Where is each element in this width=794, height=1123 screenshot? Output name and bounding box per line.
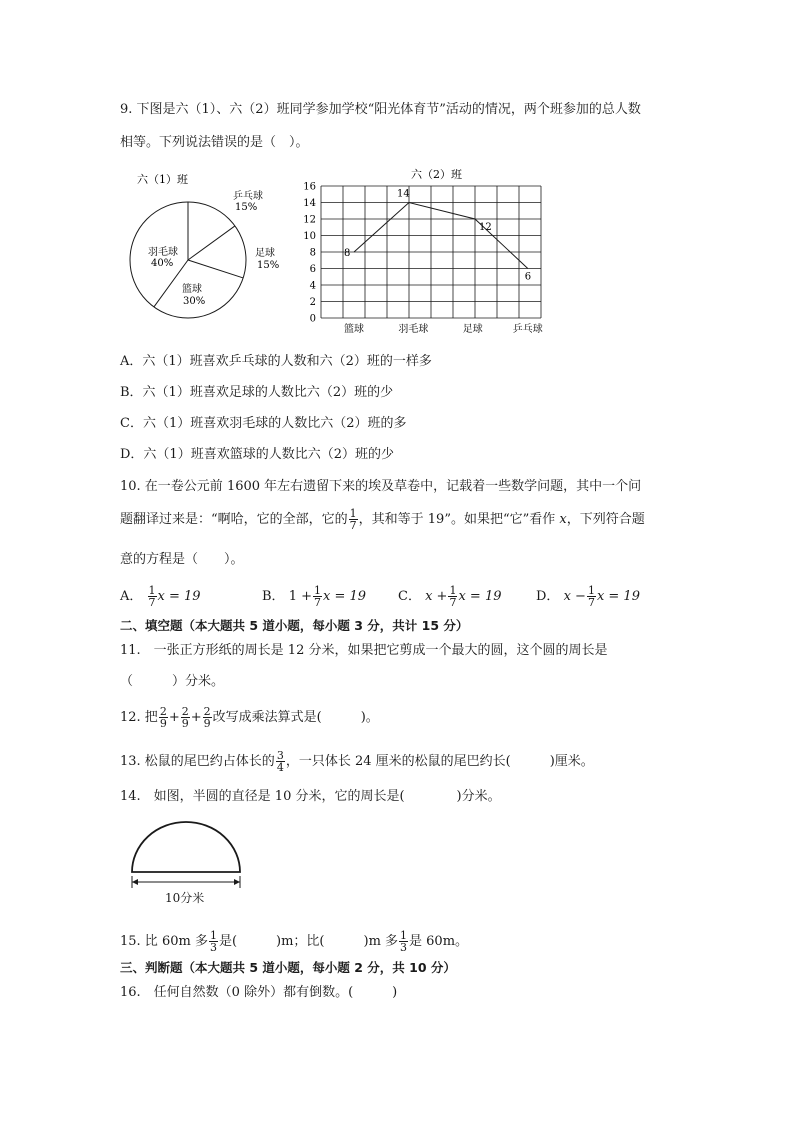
section-2-heading: 二、填空题（本大题共 5 道小题，每小题 3 分，共计 15 分）	[120, 618, 469, 633]
pie-pct-badminton: 40%	[151, 258, 174, 269]
q9-line2: 相等。下列说法错误的是（ ）。	[120, 135, 309, 150]
q10-option-b: B． 1 + $\frac{1}{7}$ x = 19	[262, 584, 367, 609]
q11-line2: （ ）分米。	[120, 674, 225, 689]
y-tick-label: 0	[309, 313, 316, 325]
pie-divider	[188, 226, 235, 260]
q10-option-c: C． x + $\frac{1}{7}$ x = 19	[398, 584, 502, 609]
y-tick-label: 8	[309, 247, 316, 259]
q10-option-d: D． x − $\frac{1}{7}$ x = 19	[536, 584, 640, 609]
pie-pct-football: 15%	[257, 260, 280, 271]
y-tick-label: 4	[309, 280, 316, 292]
q10-line3: 意的方程是（ ）。	[120, 552, 244, 567]
section-3-heading: 三、判断题（本大题共 5 道小题，每小题 2 分，共 10 分）	[120, 960, 456, 975]
pie-title: 六（1）班	[137, 173, 188, 186]
q10-option-a: A． $\frac{1}{7}$ x = 19	[120, 584, 201, 609]
category-label: 乒乓球	[512, 324, 543, 335]
q10-line2: 题翻译过来是：“啊哈，它的全部，它的 $\frac{1}{7}$ ，其和等于 19”。如果把“它”看作 x，下列符合题	[120, 507, 645, 532]
pie-label-football: 足球	[255, 248, 275, 259]
q9-line1: 9. 下图是六（1）、六（2）班同学参加学校“阳光体育节”活动的情况，两个班参加的总人数	[120, 102, 641, 117]
y-tick-label: 6	[309, 264, 316, 275]
y-tick-label: 14	[303, 198, 316, 209]
pie-label-pingpong: 乒乓球	[233, 191, 263, 202]
q14-text: 14. 如图，半圆的直径是 10 分米，它的周长是( )分米。	[120, 789, 501, 804]
pie-chart	[115, 165, 290, 340]
q11-line1: 11. 一张正方形纸的周长是 12 分米，如果把它剪成一个最大的圆，这个圆的周长是	[120, 643, 608, 658]
diagram-label: 10分米	[165, 891, 205, 905]
data-label: 14	[397, 188, 410, 200]
pie-pct-pingpong: 15%	[235, 202, 258, 213]
line-chart	[295, 165, 555, 345]
q16: 16. 任何自然数（0 除外）都有倒数。( )	[120, 985, 398, 1000]
chart-title: 六（2）班	[411, 168, 462, 181]
pie-divider	[188, 260, 243, 278]
category-label: 足球	[462, 324, 483, 335]
q12: 12. 把 $\frac{2}{9}$ + $\frac{2}{9}$ + $\frac{2}{9}$ 改写成乘法算式是( )。	[120, 705, 379, 730]
semicircle-diagram	[124, 820, 248, 890]
y-tick-label: 12	[303, 214, 316, 226]
data-label: 6	[524, 271, 532, 283]
y-tick-label: 2	[309, 297, 316, 308]
q9-option-b: B．六（1）班喜欢足球的人数比六（2）班的少	[120, 385, 394, 400]
q10-line1: 10. 在一卷公元前 1600 年左右遗留下来的埃及草卷中，记载着一些数学问题，其中一个问	[120, 479, 642, 494]
q13: 13. 松鼠的尾巴约占体长的 $\frac{3}{4}$ ，一只体长 24 厘米的松鼠的尾巴约长( )厘米。	[120, 749, 594, 774]
category-label: 羽毛球	[398, 324, 429, 335]
q15: 15. 比 60m 多 $\frac{1}{3}$ 是( )m；比( )m 多 $\frac{1}{3}$ 是 60m。	[120, 929, 469, 954]
data-label: 8	[344, 248, 351, 259]
q9-option-d: D．六（1）班喜欢篮球的人数比六（2）班的少	[120, 447, 394, 462]
pie-label-basketball: 篮球	[182, 284, 202, 295]
q9-option-c: C．六（1）班喜欢羽毛球的人数比六（2）班的多	[120, 416, 407, 431]
q9-option-a: A．六（1）班喜欢乒乓球的人数和六（2）班的一样多	[120, 354, 432, 369]
pie-label-badminton: 羽毛球	[148, 247, 178, 258]
data-label: 12	[479, 222, 492, 233]
y-tick-label: 10	[303, 231, 316, 242]
category-label: 篮球	[344, 324, 364, 335]
pie-pct-basketball: 30%	[183, 296, 206, 307]
fraction-one-seventh: $\frac{1}{7}$	[349, 507, 357, 532]
y-tick-label: 16	[303, 181, 316, 193]
